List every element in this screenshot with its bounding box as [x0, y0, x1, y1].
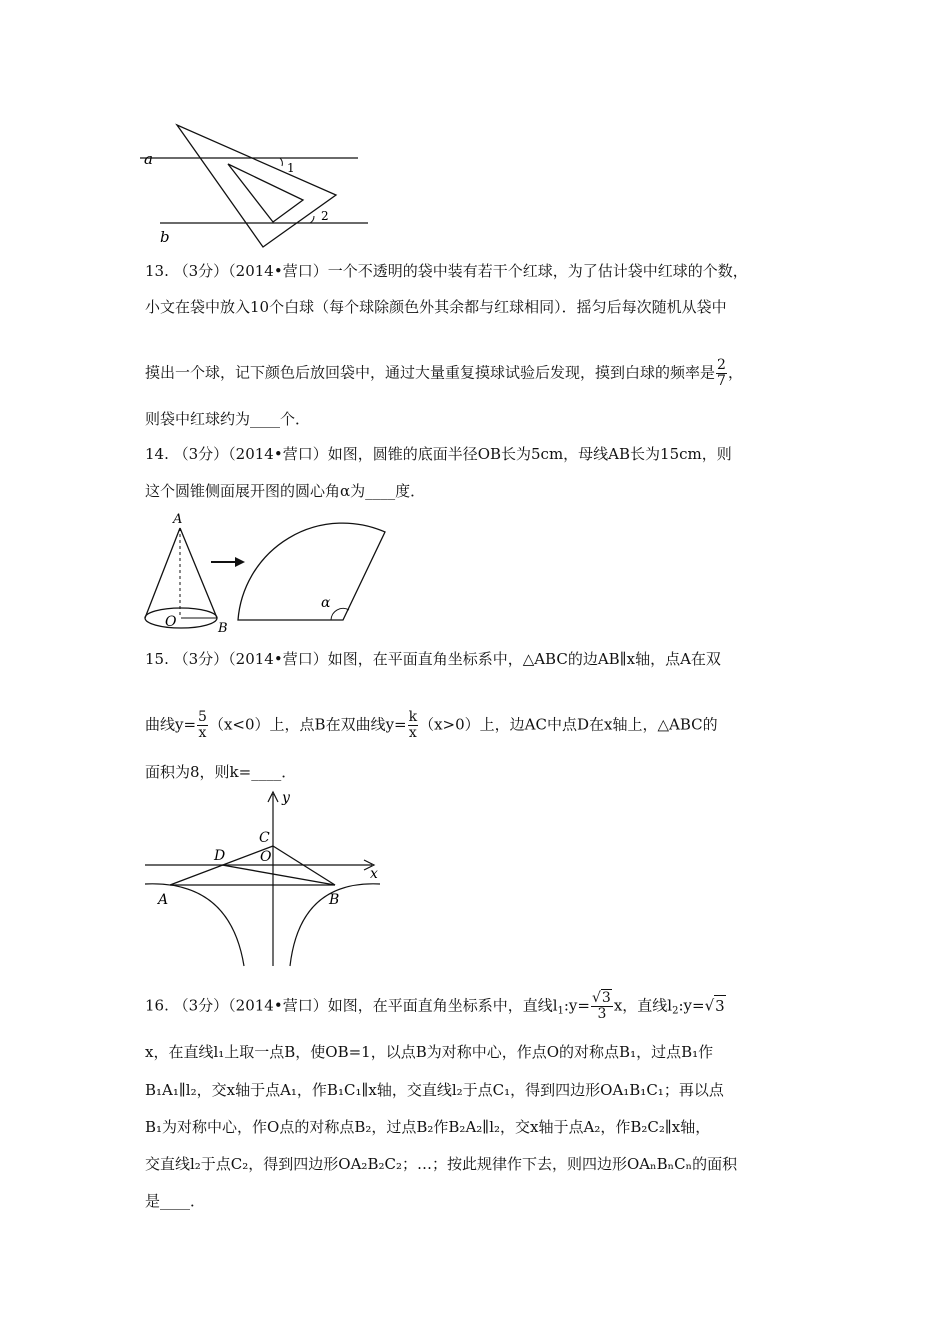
q16-line1-c: x，直线l — [613, 996, 673, 1015]
q13-line3-pre: 摸出一个球，记下颜色后放回袋中，通过大量重复摸球试验后发现，摸到白球的频率是 — [145, 363, 716, 382]
q16-sqrt-value: 3 — [715, 996, 725, 1015]
q16-line1-b: :y= — [563, 996, 590, 1015]
cone-figure — [135, 512, 405, 637]
cone-label-b: B — [218, 621, 228, 636]
q16-l1-subscript: 1 — [557, 1005, 564, 1017]
q16-line4: B₁为对称中心，作O点的对称点B₂，过点B₂作B₂A₂∥l₂，交x轴于点A₂，作B₂C₂∥x轴， — [145, 1118, 711, 1136]
q15-frac2-num: k — [408, 709, 418, 725]
q15-line1: 15. （3分）（2014•营口）如图，在平面直角坐标系中，△ABC的边AB∥x轴，点A在双 — [145, 650, 721, 668]
q16-line3: B₁A₁∥l₂，交x轴于点A₁，作B₁C₁∥x轴，交直线l₂于点C₁，得到四边形OA₁B₁C₁；再以点 — [145, 1081, 724, 1099]
q16-line1-a: 16. （3分）（2014•营口）如图，在平面直角坐标系中，直线l — [145, 996, 558, 1015]
q15-line2-c: （x>0）上，边AC中点D在x轴上，△ABC的 — [419, 715, 718, 734]
q13-line3-post: ， — [727, 363, 743, 382]
q15-line2-a: 曲线y= — [145, 715, 197, 734]
q16-frac-den: 3 — [597, 1006, 607, 1022]
line-a-label: a — [144, 150, 153, 168]
q13-line1: 13. （3分）（2014•营口）一个不透明的袋中装有若干个红球，为了估计袋中红球的个数， — [145, 262, 748, 280]
q14-line1: 14. （3分）（2014•营口）如图，圆锥的底面半径OB长为5cm，母线AB长为15cm，则 — [145, 445, 732, 463]
axis-y-label: y — [282, 790, 290, 806]
q15-fraction-5-x — [197, 710, 208, 741]
q16-fraction-sqrt3-3 — [591, 991, 613, 1022]
q15-frac1-den: x — [198, 725, 207, 741]
q13-fraction — [716, 358, 727, 389]
q15-line2 — [145, 710, 718, 741]
q16-line6: 是____． — [145, 1192, 206, 1210]
angle-1-label: 1 — [287, 161, 295, 175]
q16-line5: 交直线l₂于点C₂，得到四边形OA₂B₂C₂；…；按此规律作下去，则四边形OAₙBₙCₙ的面积 — [145, 1155, 738, 1173]
q13-frac-num: 2 — [717, 357, 726, 373]
q13-line4: 则袋中红球约为____个． — [145, 410, 311, 428]
q14-line2: 这个圆锥侧面展开图的圆心角α为____度． — [145, 482, 426, 500]
parallel-lines-figure — [140, 120, 380, 250]
q15-frac1-num: 5 — [198, 709, 207, 725]
q16-line2: x，在直线l₁上取一点B，使OB=1，以点B为对称中心，作点O的对称点B₁，过点B₁作 — [145, 1043, 714, 1061]
point-a-label: A — [158, 892, 169, 908]
cone-label-o: O — [165, 614, 177, 630]
line-b-label: b — [160, 228, 170, 246]
angle-2-label: 2 — [321, 209, 329, 223]
q16-frac-num: √3 — [591, 990, 611, 1006]
q13-line3 — [145, 358, 743, 389]
sector-angle-alpha: α — [321, 595, 331, 611]
q13-line2: 小文在袋中放入10个白球（每个球除颜色外其余都与红球相同）．摇匀后每次随机从袋中 — [145, 298, 727, 316]
hyperbola-figure — [140, 788, 390, 970]
arrow-right-icon — [235, 557, 245, 567]
q16-line1-d: :y= — [678, 996, 705, 1015]
axis-x-label: x — [370, 866, 378, 882]
point-o-label: O — [260, 849, 272, 865]
q15-line2-b: （x<0）上，点B在双曲线y= — [208, 715, 407, 734]
q16-l2-subscript: 2 — [672, 1005, 679, 1017]
q16-line1: 16. （3分）（2014•营口）如图，在平面直角坐标系中，直线$l_1:y=$ $\frac{√3}{3}$ x，直线$l_2:y=√3$ — [145, 990, 725, 1022]
q15-frac2-den: x — [408, 725, 417, 741]
point-d-label: D — [214, 848, 226, 864]
q15-line3: 面积为8，则k=____． — [145, 763, 297, 781]
q13-frac-den: 7 — [717, 373, 726, 389]
cone-label-a: A — [173, 512, 183, 527]
q16-frac-num-radicand: 3 — [601, 990, 611, 1006]
point-b-label: B — [329, 892, 340, 908]
q15-fraction-k-x — [408, 710, 418, 741]
point-c-label: C — [259, 830, 270, 846]
